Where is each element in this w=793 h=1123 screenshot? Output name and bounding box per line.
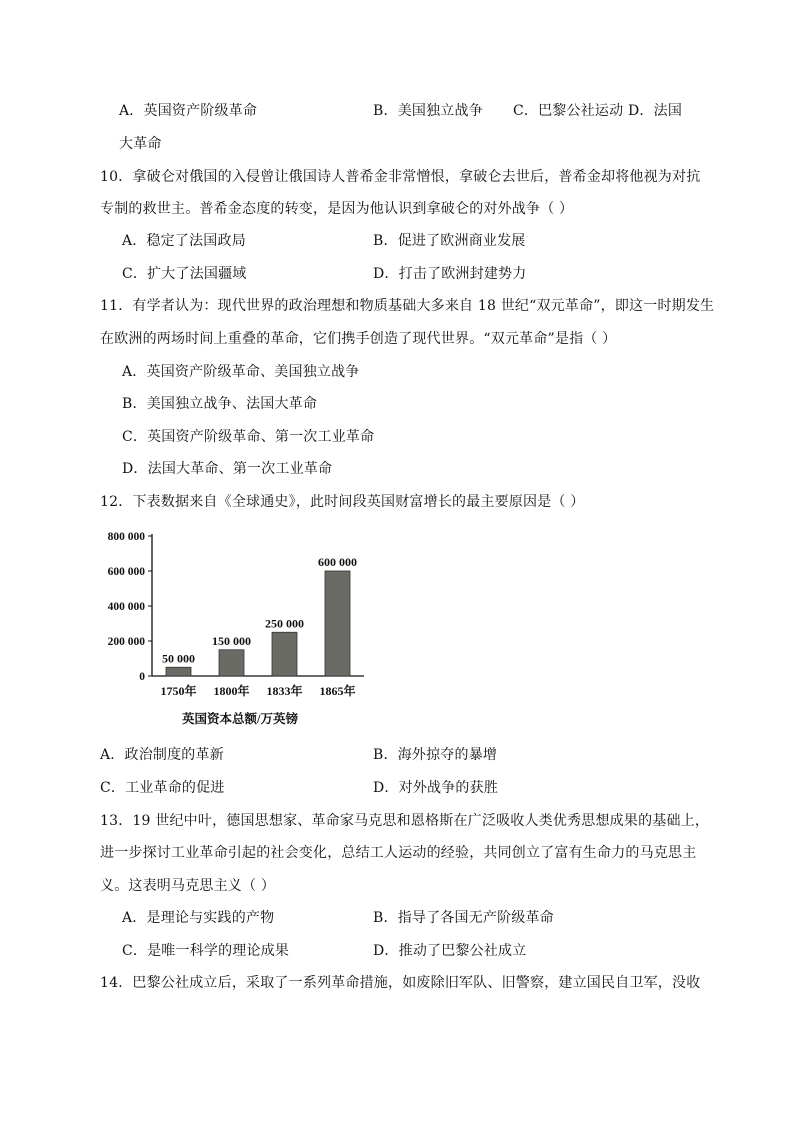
q10-stem-line-1: 10．拿破仑对俄国的入侵曾让俄国诗人普希金非常憎恨，拿破仑去世后，普希金却将他视为对抗 xyxy=(100,169,701,185)
q9-option-c: C．巴黎公社运动 xyxy=(513,103,624,119)
y-tick-label: 0 xyxy=(139,671,145,683)
q13-option-d: D．推动了巴黎公社成立 xyxy=(373,943,527,959)
y-tick-label: 800 000 xyxy=(107,531,145,543)
q9-option-d-continued: 大革命 xyxy=(119,136,162,152)
q13-stem-line-3: 义。这表明马克思主义（ ） xyxy=(100,878,276,894)
capital-bar-chart xyxy=(96,520,376,735)
q11-stem-line-1: 11．有学者认为：现代世界的政治理想和物质基础大多来自 18 世纪“双元革命”，即这一时期发生 xyxy=(100,298,715,314)
q13-option-b: B．指导了各国无产阶级革命 xyxy=(373,910,554,926)
q12-option-c: C．工业革命的促进 xyxy=(100,780,225,796)
bar-value-label: 250 000 xyxy=(265,616,304,631)
q12-option-a: A．政治制度的革新 xyxy=(100,747,224,763)
q10-option-d: D．打击了欧洲封建势力 xyxy=(373,266,527,282)
q11-option-a: A．英国资产阶级革命、美国独立战争 xyxy=(122,364,360,380)
x-category-label: 1833年 xyxy=(266,684,303,698)
q13-stem-line-1: 13．19 世纪中叶，德国思想家、革命家马克思和恩格斯在广泛吸收人类优秀思想成果的基础上， xyxy=(100,813,710,829)
bar xyxy=(325,571,350,676)
x-axis-caption: 英国资本总额/万英镑 xyxy=(182,712,298,726)
q12-option-d: D．对外战争的获胜 xyxy=(373,780,499,796)
bar xyxy=(219,650,244,676)
q10-stem-line-2: 专制的救世主。普希金态度的转变，是因为他认识到拿破仑的对外战争（ ） xyxy=(100,201,574,217)
q10-option-a: A．稳定了法国政局 xyxy=(122,233,246,249)
y-tick-label: 600 000 xyxy=(107,566,145,578)
bar xyxy=(166,667,191,676)
q9-option-d: D．法国 xyxy=(628,103,683,119)
q11-stem-line-2: 在欧洲的两场时间上重叠的革命，它们携手创造了现代世界。“双元革命”是指（ ） xyxy=(100,331,617,347)
q10-option-b: B．促进了欧洲商业发展 xyxy=(373,233,526,249)
q9-option-b: B．美国独立战争 xyxy=(373,103,483,119)
q13-stem-line-2: 进一步探讨工业革命引起的社会变化，总结工人运动的经验，共同创立了富有生命力的马克思主 xyxy=(100,845,697,861)
q11-option-d: D．法国大革命、第一次工业革命 xyxy=(122,461,333,477)
q12-stem: 12．下表数据来自《全球通史》，此时间段英国财富增长的最主要原因是（ ） xyxy=(100,494,585,510)
y-tick-label: 400 000 xyxy=(107,601,145,613)
bar xyxy=(272,632,297,676)
q11-option-c: C．英国资产阶级革命、第一次工业革命 xyxy=(122,429,375,445)
x-category-label: 1800年 xyxy=(213,684,250,698)
q13-option-c: C．是唯一科学的理论成果 xyxy=(122,943,290,959)
q12-option-b: B．海外掠夺的暴增 xyxy=(373,747,498,763)
bar-value-label: 600 000 xyxy=(318,555,357,569)
q10-option-c: C．扩大了法国疆域 xyxy=(122,266,247,282)
bar-value-label: 50 000 xyxy=(162,651,195,666)
q11-option-b: B．美国独立战争、法国大革命 xyxy=(122,396,318,412)
x-category-label: 1750年 xyxy=(160,684,197,698)
q9-option-a: A．英国资产阶级革命 xyxy=(119,103,258,119)
x-category-label: 1865年 xyxy=(319,684,356,698)
q14-stem-line-1: 14．巴黎公社成立后，采取了一系列革命措施，如废除旧军队、旧警察，建立国民自卫军，没收 xyxy=(100,975,701,991)
q13-option-a: A．是理论与实践的产物 xyxy=(122,910,275,926)
y-tick-label: 200 000 xyxy=(107,636,145,648)
bar-value-label: 150 000 xyxy=(212,633,251,648)
